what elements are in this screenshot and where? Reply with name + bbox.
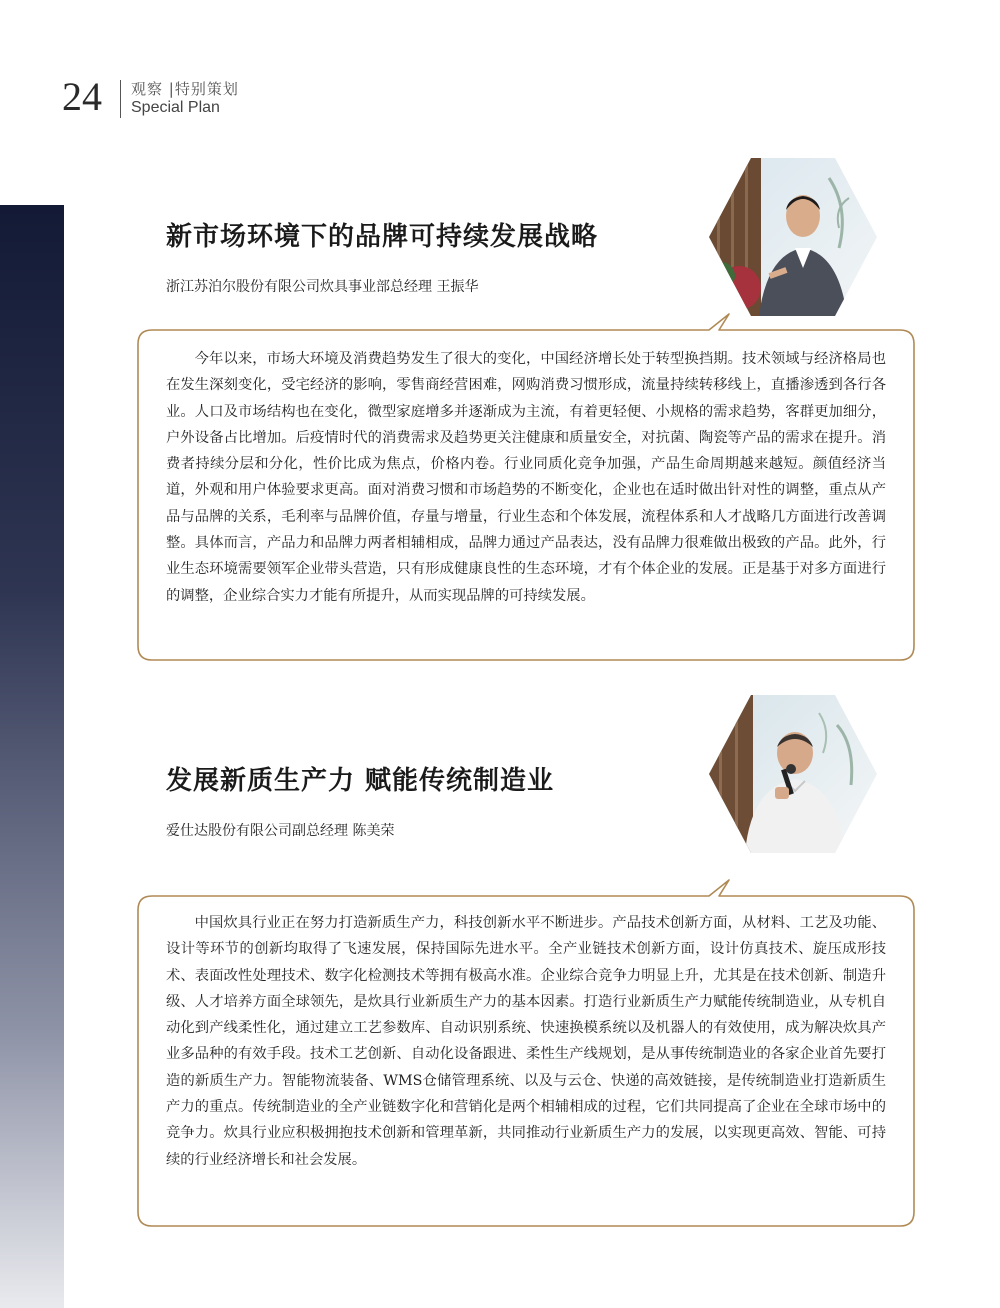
article-2-author: 爱仕达股份有限公司副总经理 陈美荣 (166, 823, 395, 839)
header-divider (120, 80, 121, 118)
side-decoration-bar (0, 205, 64, 1308)
article-2-title: 发展新质生产力 赋能传统制造业 (166, 766, 555, 796)
article-1-title: 新市场环境下的品牌可持续发展战略 (166, 222, 599, 252)
section-label-english: Special Plan (131, 99, 220, 116)
speaker-1-photo (709, 158, 877, 316)
article-1-author: 浙江苏泊尔股份有限公司炊具事业部总经理 王振华 (166, 279, 479, 295)
section-label: 观察 |特别策划 (131, 80, 239, 98)
speaker-2-photo (709, 695, 877, 853)
page-number: 24 (62, 74, 102, 119)
article-2-body: 中国炊具行业正在努力打造新质生产力，科技创新水平不断进步。产品技术创新方面，从材料、工艺及功能、设计等环节的创新均取得了飞速发展，保持国际先进水平。全产业链技术创新方面，设计仿真技术、旋压成形技术、表面改性处理技术、数字化检测技术等拥有极高水准。企业综合竞争力明显上升，尤其是在技术创新、制造升级、人才培养方面全球领先，是炊具行业新质生产力的基本因素。打造行业新质生产力赋能传统制造业，从专机自动化到产线柔性化，通过建立工艺参数库、自动识别系统、快速换模系统以及机器人的有效使用，成为解决炊具产业多品种的有效手段。技术工艺创新、自动化设备跟进、柔性生产线规划，是从事传统制造业的各家企业首先要打造的新质生产力。智能物流装备、WMS仓储管理系统、以及与云仓、快递的高效链接，是传统制造业打造新质生产力的重点。传统制造业的全产业链数字化和营销化是两个相辅相成的过程，它们共同提高了企业在全球市场中的竞争力。炊具行业应积极拥抱技术创新和管理革新，共同推动行业新质生产力的发展，以实现更高效、智能、可持续的行业经济增长和社会发展。 (166, 915, 886, 1168)
article-1-body: 今年以来，市场大环境及消费趋势发生了很大的变化，中国经济增长处于转型换挡期。技术领域与经济格局也在发生深刻变化，受宅经济的影响，零售商经营困难，网购消费习惯形成，流量持续转移线上，直播渗透到各行各业。人口及市场结构也在变化，微型家庭增多并逐渐成为主流，有着更轻便、小规格的需求趋势，客群更加细分，户外设备占比增加。后疫情时代的消费需求及趋势更关注健康和质量安全，对抗菌、陶瓷等产品的需求在提升。消费者持续分层和分化，性价比成为焦点，价格内卷。行业同质化竞争加强，产品生命周期越来越短。颜值经济当道，外观和用户体验要求更高。面对消费习惯和市场趋势的不断变化，企业也在适时做出针对性的调整，重点从产品与品牌的关系，毛利率与品牌价值，存量与增量，行业生态和个体发展，流程体系和人才战略几方面进行改善调整。具体而言，产品力和品牌力两者相辅相成，品牌力通过产品表达，没有品牌力很难做出极致的产品。此外，行业生态环境需要领军企业带头营造，只有形成健康良性的生态环境，才有个体企业的发展。正是基于对多方面进行的调整，企业综合实力才能有所提升，从而实现品牌的可持续发展。 (166, 351, 886, 604)
